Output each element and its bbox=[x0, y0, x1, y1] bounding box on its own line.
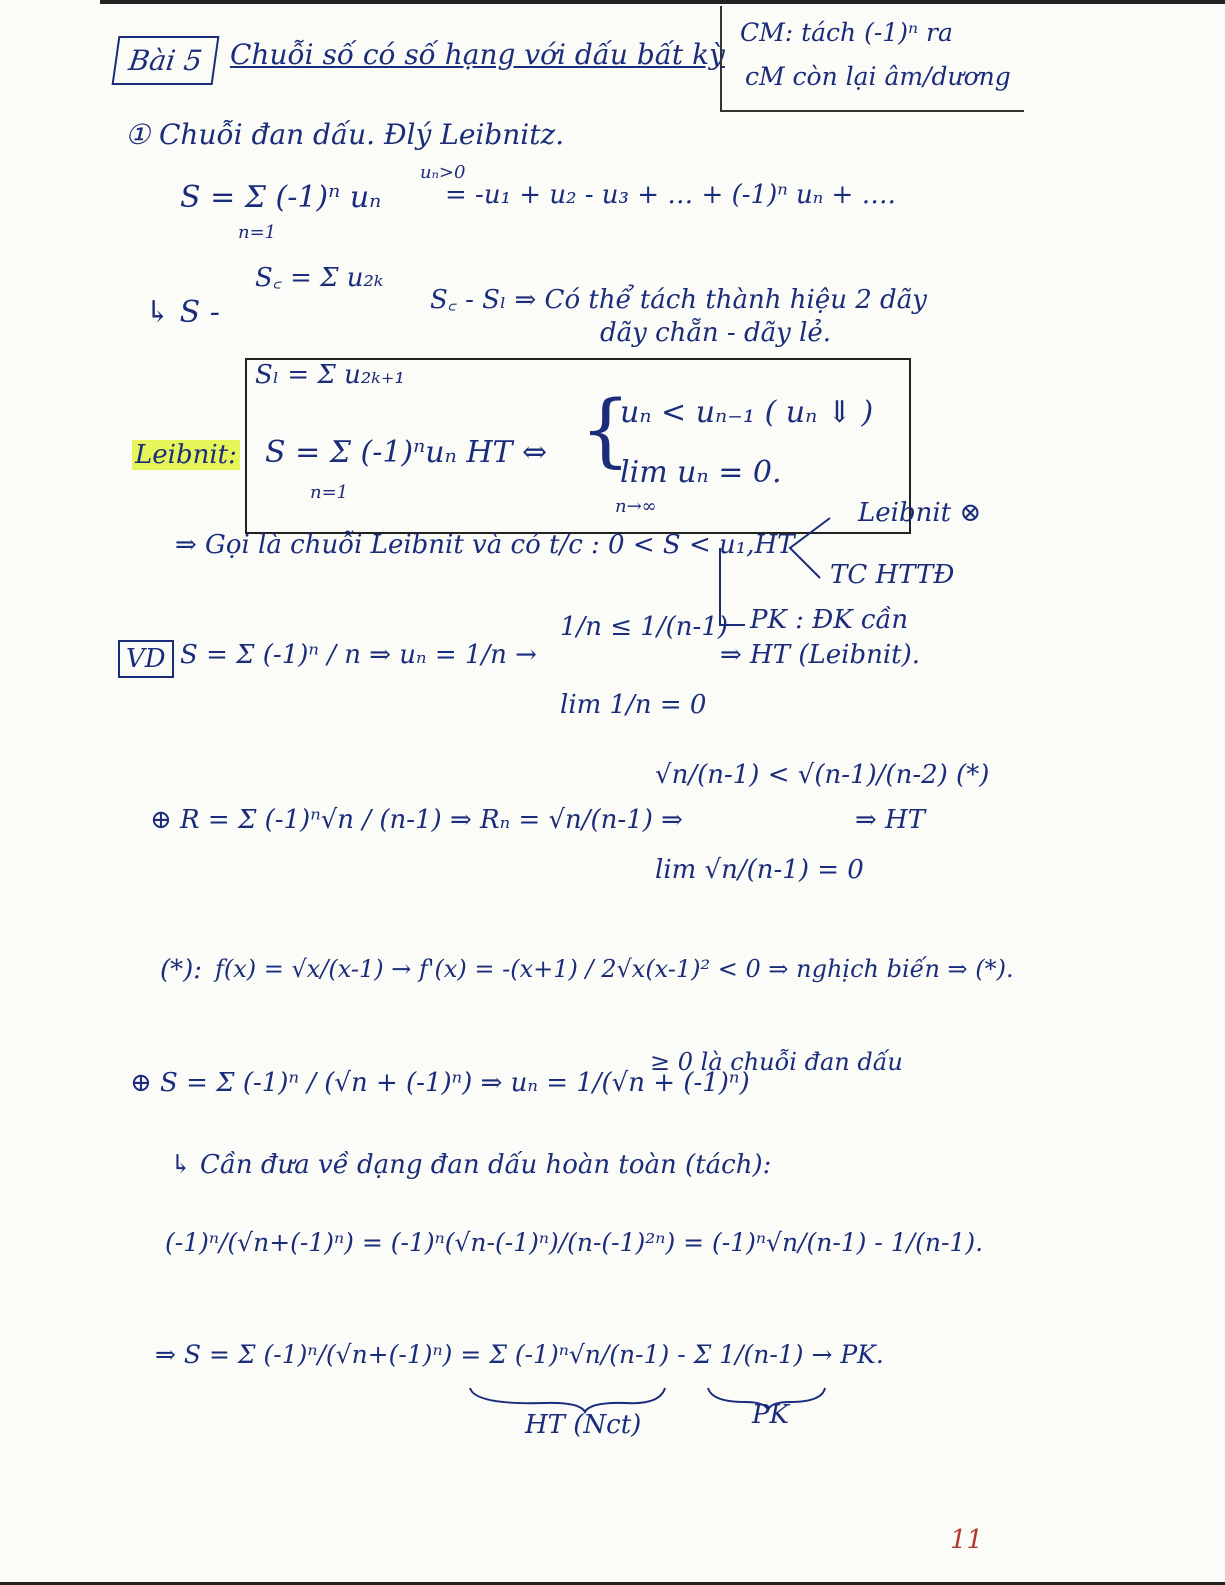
lesson-label: Bài 5 bbox=[126, 44, 205, 77]
example2-result: ⇒ HT bbox=[855, 805, 926, 835]
leibnitz-lower-limit: n=1 bbox=[310, 482, 349, 503]
example1-condition-1: 1/n ≤ 1/(n-1) bbox=[560, 612, 729, 642]
sc-definition: S꜀ = Σ u₂ₖ bbox=[255, 263, 384, 293]
section1-heading: ① Chuỗi đan dấu. Đlý Leibnitz. bbox=[125, 118, 565, 151]
example1-result: ⇒ HT (Leibnit). bbox=[720, 640, 921, 670]
example3-final: ⇒ S = Σ (-1)ⁿ/(√n+(-1)ⁿ) = Σ (-1)ⁿ√n/(n-1) - Σ 1/(n-1) → PK. bbox=[155, 1340, 884, 1369]
leibnitz-condition-2: lim uₙ = 0. bbox=[620, 455, 782, 490]
series-definition-rhs: = -u₁ + u₂ - u₃ + … + (-1)ⁿ uₙ + …. bbox=[445, 180, 896, 210]
leibnitz-condition-1: uₙ < uₙ₋₁ ( uₙ ⇓ ) bbox=[620, 395, 874, 430]
series-condition: uₙ>0 bbox=[420, 162, 466, 183]
branch-leibnit: Leibnit ⊗ bbox=[858, 498, 982, 528]
example3-series: ⊕ S = Σ (-1)ⁿ / (√n + (-1)ⁿ) ⇒ uₙ = 1/(√n + (-1)ⁿ) bbox=[130, 1068, 750, 1098]
star-label: (*): bbox=[160, 955, 203, 985]
underbrace-right-label: PK bbox=[752, 1400, 789, 1430]
example2-series: ⊕ R = Σ (-1)ⁿ√n / (n-1) ⇒ Rₙ = √n/(n-1) ⇒ bbox=[150, 805, 683, 835]
example2-condition-2: lim √n/(n-1) = 0 bbox=[655, 855, 864, 885]
sl-definition: Sₗ = Σ u₂ₖ₊₁ bbox=[255, 360, 405, 390]
leibnitz-limit-sub: n→∞ bbox=[615, 496, 657, 517]
example1-series: S = Σ (-1)ⁿ / n ⇒ uₙ = 1/n → bbox=[180, 640, 537, 670]
leibnitz-brace: { bbox=[580, 383, 631, 476]
example2-condition-1: √n/(n-1) < √(n-1)/(n-2) (*) bbox=[655, 760, 990, 790]
leibnitz-statement: S = Σ (-1)ⁿuₙ HT ⇔ bbox=[265, 435, 548, 470]
underbrace-left-label: HT (Nct) bbox=[525, 1410, 642, 1440]
leibnitz-conclusion: ⇒ Gọi là chuỗi Leibnit và có t/c : 0 < S < u₁,HT bbox=[175, 530, 795, 560]
note-line-1: CM: tách (-1)ⁿ ra bbox=[740, 18, 953, 47]
example3-note: ≥ 0 là chuỗi đan dấu bbox=[650, 1048, 903, 1076]
note-line-2: cM còn lại âm/dương bbox=[745, 62, 1011, 91]
split-note-1: S꜀ - Sₗ ⇒ Có thể tách thành hiệu 2 dãy bbox=[430, 285, 927, 315]
series-lower-limit: n=1 bbox=[238, 222, 277, 243]
series-definition-lhs: S = Σ (-1)ⁿ uₙ bbox=[180, 180, 382, 215]
lesson-title: Chuỗi số có số hạng với dấu bất kỳ bbox=[230, 38, 725, 71]
branch-tc-httd: TC HTTĐ bbox=[830, 560, 955, 590]
page-number: 11 bbox=[950, 1525, 984, 1555]
vd-label: VD bbox=[118, 640, 174, 678]
branch-pk: PK : ĐK cần bbox=[750, 605, 909, 635]
example3-hint: ↳ Cần đưa về dạng đan dấu hoàn toàn (tách): bbox=[170, 1150, 772, 1180]
example1-condition-2: lim 1/n = 0 bbox=[560, 690, 707, 720]
leibnitz-label-text: Leibnit: bbox=[132, 440, 240, 470]
example3-equation: (-1)ⁿ/(√n+(-1)ⁿ) = (-1)ⁿ(√n-(-1)ⁿ)/(n-(-1)²ⁿ) = (-1)ⁿ√n/(n-1) - 1/(n-1). bbox=[165, 1228, 984, 1257]
split-arrow: ↳ S - bbox=[145, 295, 220, 330]
star-derivation: f(x) = √x/(x-1) → f'(x) = -(x+1) / 2√x(x-1)² < 0 ⇒ nghịch biến ⇒ (*). bbox=[215, 955, 1014, 983]
split-note-2: dãy chẵn - dãy lẻ. bbox=[600, 318, 832, 348]
